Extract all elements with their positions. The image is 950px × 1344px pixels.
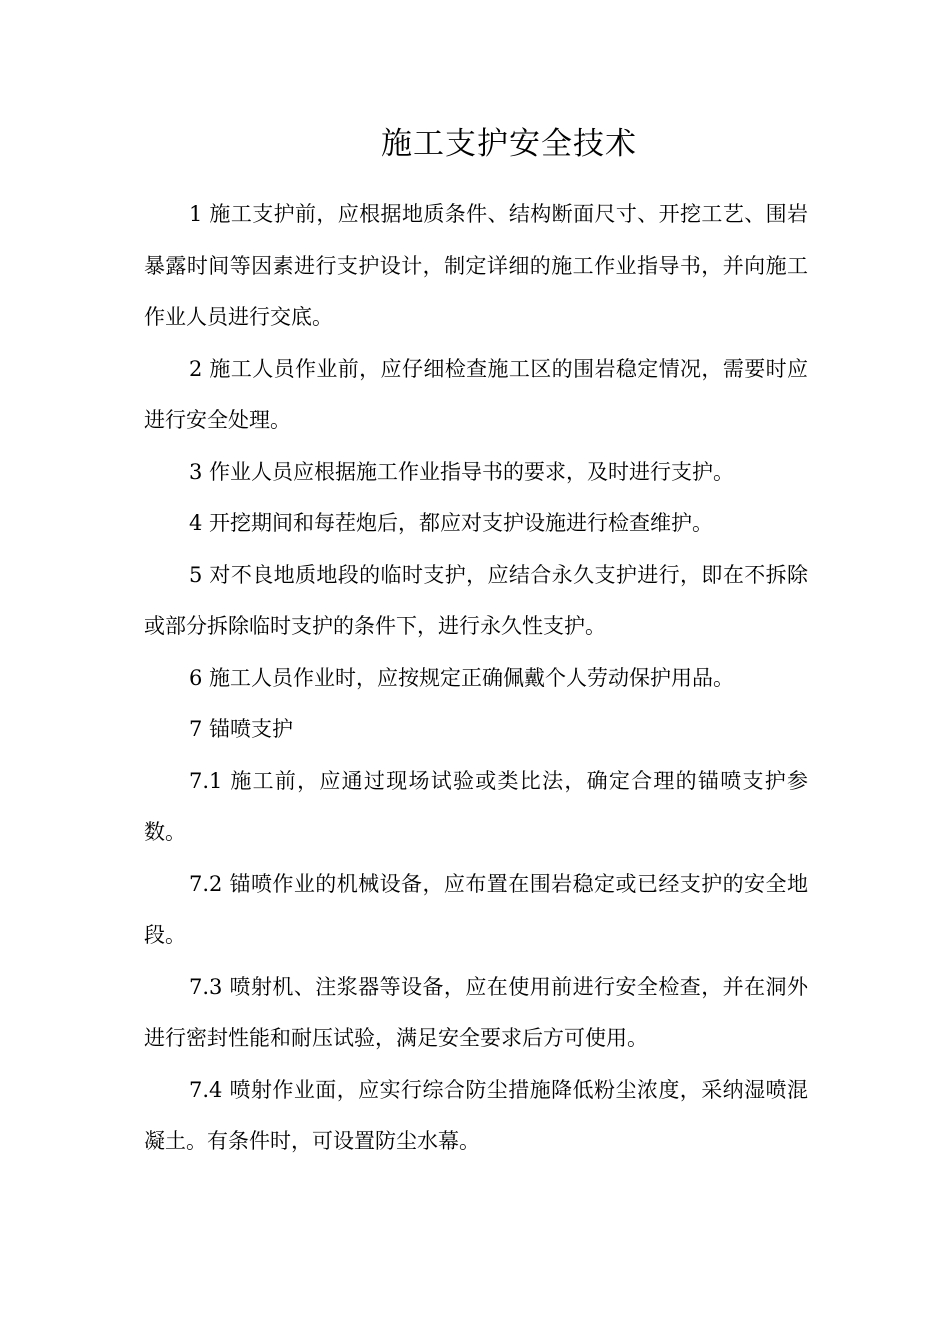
- paragraph: 7.4 喷射作业面，应实行综合防尘措施降低粉尘浓度，采纳湿喷混凝土。有条件时，可设置防尘水幕。: [144, 1077, 808, 1153]
- paragraph: 3 作业人员应根据施工作业指导书的要求，及时进行支护。: [189, 459, 735, 484]
- paragraph: 7.2 锚喷作业的机械设备，应布置在围岩稳定或已经支护的安全地段。: [144, 871, 808, 947]
- paragraph: 1 施工支护前，应根据地质条件、结构断面尺寸、开挖工艺、围岩暴露时间等因素进行支护设计，制定详细的施工作业指导书，并向施工作业人员进行交底。: [144, 202, 808, 329]
- paragraph: 7.3 喷射机、注浆器等设备，应在使用前进行安全检查，并在洞外进行密封性能和耐压试验，满足安全要求后方可使用。: [144, 974, 808, 1050]
- paragraph: 6 施工人员作业时，应按规定正确佩戴个人劳动保护用品。: [189, 665, 735, 690]
- document-body: [144, 189, 808, 1168]
- document-title: 施工支护安全技术: [381, 126, 637, 162]
- paragraph: 5 对不良地质地段的临时支护，应结合永久支护进行，即在不拆除或部分拆除临时支护的条件下，进行永久性支护。: [144, 562, 808, 638]
- paragraph: 4 开挖期间和每茬炮后，都应对支护设施进行检查维护。: [189, 511, 714, 535]
- paragraph: 7.1 施工前，应通过现场试验或类比法，确定合理的锚喷支护参数。: [144, 768, 808, 844]
- paragraph: 2 施工人员作业前，应仔细检查施工区的围岩稳定情况，需要时应进行安全处理。: [144, 356, 808, 432]
- section-heading: 7 锚喷支护: [189, 717, 294, 741]
